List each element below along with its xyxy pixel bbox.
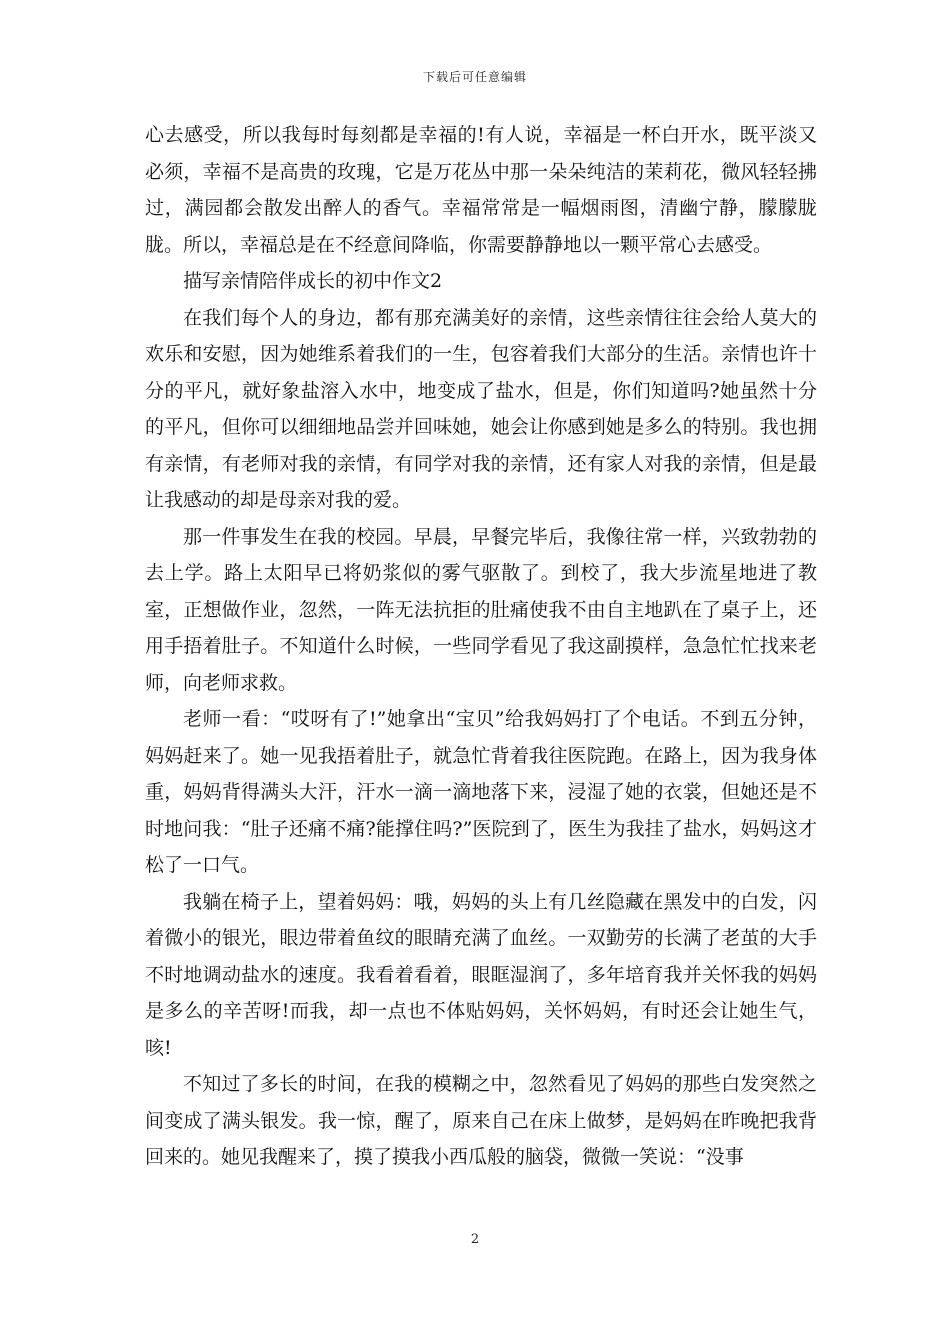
paragraph: 老师一看：“哎呀有了!”她拿出“宝贝”给我妈妈打了个电话。不到五分钟，妈妈赶来了。她一见我捂着肚子，就急忙背着我往医院跑。在路上，因为我身体重，妈妈背得满头大汗，汗水一滴一滴地落下来，浸湿了她的衣裳，但她还是不时地问我：“肚子还痛不痛?能撑住吗?”医院到了，医生为我挂了盐水，妈妈这才松了一口气。 — [145, 708, 817, 876]
paragraph: 那一件事发生在我的校园。早晨，早餐完毕后，我像往常一样，兴致勃勃的去上学。路上太阳早已将奶浆似的雾气驱散了。到校了，我大步流星地进了教室，正想做作业，忽然，一阵无法抗拒的肚痛使我不由自主地趴在了桌子上，还用手捂着肚子。不知道什么时候，一些同学看见了我这副摸样，急急忙忙找来老师，向老师求救。 — [145, 525, 817, 694]
paragraph: 在我们每个人的身边，都有那充满美好的亲情，这些亲情往往会给人莫大的欢乐和安慰，因为她维系着我们的一生，包容着我们大部分的生活。亲情也许十分的平凡，就好象盐溶入水中，地变成了盐水，但是，你们知道吗?她虽然十分的平凡，但你可以细细地品尝并回味她，她会让你感到她是多么的特别。我也拥有亲情，有老师对我的亲情，有同学对我的亲情，还有家人对我的亲情，但是最让我感动的却是母亲对我的爱。 — [145, 306, 817, 511]
document-body — [145, 117, 817, 1176]
paragraph: 我躺在椅子上，望着妈妈：哦，妈妈的头上有几丝隐藏在黑发中的白发，闪着微小的银光，眼边带着鱼纹的眼睛充满了血丝。一双勤劳的长满了老茧的大手不时地调动盐水的速度。我看着看着，眼眶湿润了，多年培育我并关怀我的妈妈是多么的辛苦呀!而我，却一点也不体贴妈妈，关怀妈妈，有时还会让她生气，咳! — [145, 890, 817, 1059]
essay-subtitle: 描写亲情陪伴成长的初中作文2 — [183, 270, 443, 292]
page-number: 2 — [470, 1232, 480, 1247]
paragraph: 不知过了多长的时间，在我的模糊之中，忽然看见了妈妈的那些白发突然之间变成了满头银发。我一惊，醒了，原来自己在床上做梦，是妈妈在昨晚把我背回来的。她见我醒来了，摸了摸我小西瓜般的脑袋，微微一笑说：“没事 — [145, 1073, 817, 1168]
paragraph-continuation: 心去感受，所以我每时每刻都是幸福的!有人说，幸福是一杯白开水，既平淡又必须，幸福不是高贵的玫瑰，它是万花丛中那一朵朵纯洁的茉莉花，微风轻轻拂过，满园都会散发出醉人的香气。幸福常常是一幅烟雨图，清幽宁静，朦朦胧胧。所以，幸福总是在不经意间降临，你需要静静地以一颗平常心去感受。 — [145, 124, 817, 256]
page-header: 下载后可任意编辑 — [422, 70, 527, 84]
